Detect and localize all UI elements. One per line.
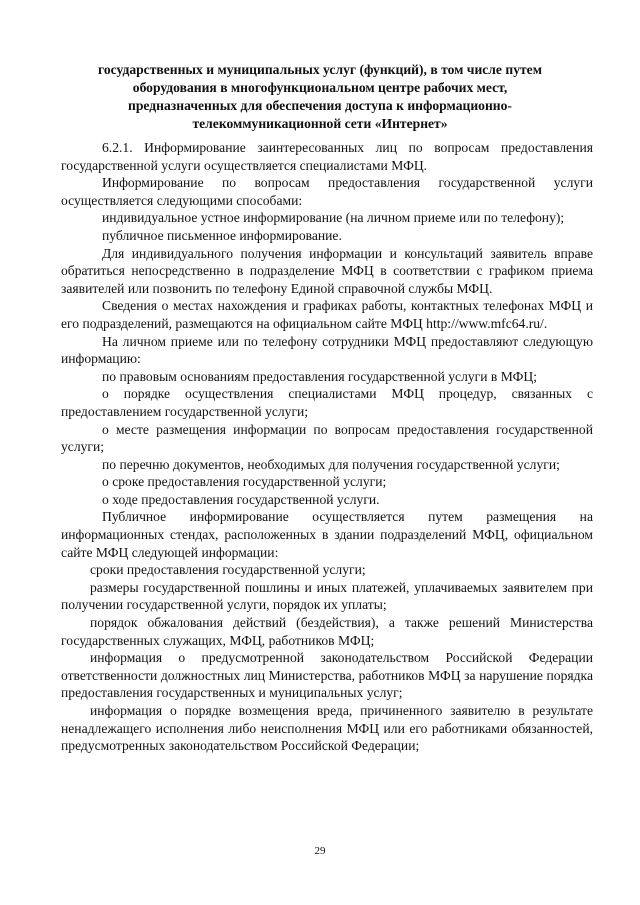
document-body — [61, 139, 593, 755]
heading-line: телекоммуникационной сети «Интернет» — [192, 116, 448, 131]
paragraph: индивидуальное устное информирование (на личном приеме или по телефону); — [102, 210, 565, 226]
heading-line: предназначенных для обеспечения доступа к информационно- — [128, 98, 512, 113]
paragraph: сроки предоставления государственной услуги; — [90, 562, 366, 578]
paragraph: порядок обжалования действий (бездействия), а также решений Министерства государственных служащих, МФЦ, работников МФЦ; — [61, 615, 593, 648]
heading-line: государственных и муниципальных услуг (функций), в том числе путем — [98, 62, 542, 77]
section-heading — [70, 61, 570, 133]
paragraph: по правовым основаниям предоставления государственной услуги в МФЦ; — [102, 368, 537, 384]
paragraph: о ходе предоставления государственной услуги. — [102, 491, 380, 507]
paragraph: Публичное информирование осуществляется путем размещения на информационных стендах, расположенных в здании подразделений МФЦ, официальном сайте МФЦ следующей информации: — [61, 509, 593, 560]
paragraph: публичное письменное информирование. — [102, 227, 342, 243]
paragraph: Для индивидуального получения информации и консультаций заявитель вправе обратиться непосредственно в подразделение МФЦ в соответствии с графиком приема заявителей или позвонить по телефону Единой справочной службы МФЦ. — [61, 245, 593, 296]
paragraph: по перечню документов, необходимых для получения государственной услуги; — [102, 456, 560, 472]
paragraph: о месте размещения информации по вопросам предоставления государственной услуги; — [61, 421, 593, 455]
paragraph: Сведения о местах нахождения и графиках работы, контактных телефонах МФЦ и его подразделений, размещаются на официальном сайте МФЦ http://www.mfc64.ru/. — [61, 298, 593, 331]
paragraph: о порядке осуществления специалистами МФЦ процедур, связанных с предоставлением государственной услуги; — [61, 386, 593, 419]
paragraph: информация о порядке возмещения вреда, причиненного заявителю в результате ненадлежащего исполнения либо неисполнения МФЦ или его работниками обязанностей, предусмотренных законодательством Российской Федерации; — [61, 703, 593, 754]
paragraph: 6.2.1. Информирование заинтересованных лиц по вопросам предоставления государственной услуги осуществляется специалистами МФЦ. — [61, 140, 593, 173]
paragraph: о сроке предоставления государственной услуги; — [102, 474, 387, 490]
paragraph: информация о предусмотренной законодательством Российской Федерации ответственности должностных лиц Министерства, работников МФЦ за нарушение порядка предоставления государственных и муниципальных услуг; — [61, 650, 593, 701]
paragraph: На личном приеме или по телефону сотрудники МФЦ предоставляют следующую информацию: — [61, 333, 593, 367]
paragraph: Информирование по вопросам предоставления государственной услуги осуществляется следующими способами: — [61, 175, 593, 208]
page-number: 29 — [314, 845, 326, 857]
paragraph: размеры государственной пошлины и иных платежей, уплачиваемых заявителем при получении государственной услуги, порядок их уплаты; — [61, 579, 593, 613]
heading-line: оборудования в многофункциональном центре рабочих мест, — [132, 80, 508, 95]
